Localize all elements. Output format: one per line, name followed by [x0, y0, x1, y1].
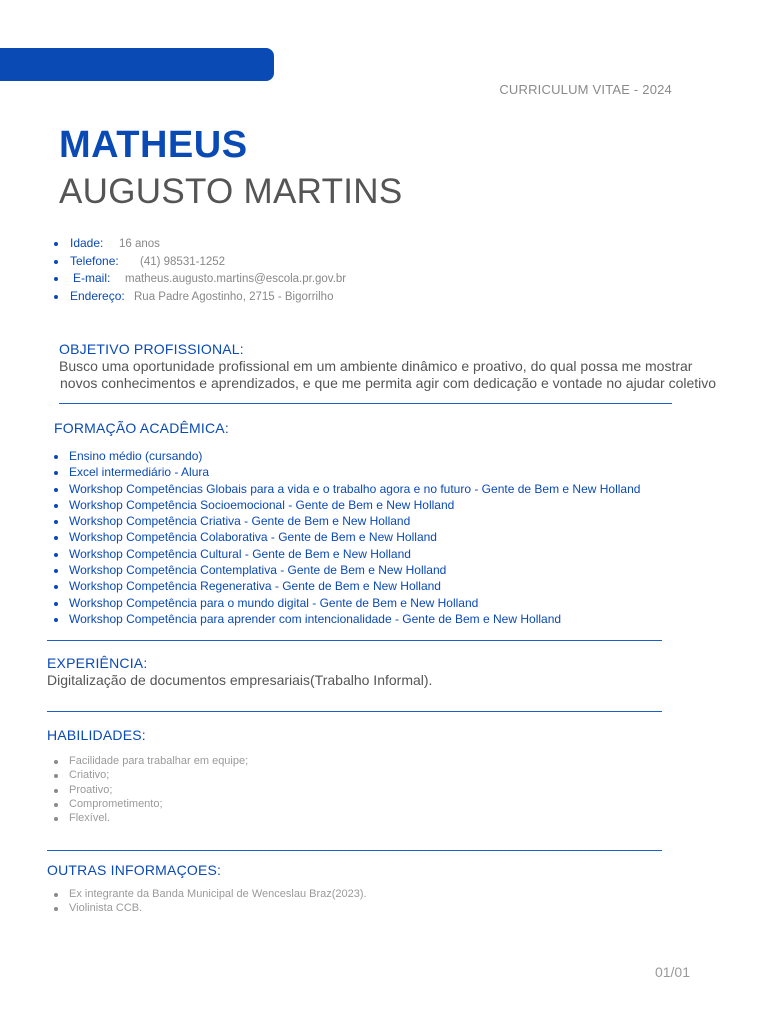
objective-title: OBJETIVO PROFISSIONAL: — [59, 341, 244, 357]
contact-value: matheus.augusto.martins@escola.pr.gov.br — [125, 273, 347, 285]
section-divider — [59, 403, 672, 404]
list-item: Ensino médio (cursando) — [52, 449, 640, 465]
contact-label: Idade: — [70, 236, 104, 250]
list-item: Criativo; — [52, 769, 248, 783]
experience-text: Digitalização de documentos empresariais(Trabalho Informal). — [47, 672, 433, 688]
section-divider — [47, 640, 662, 641]
section-divider — [47, 711, 662, 712]
experience-title: EXPERIÊNCIA: — [47, 655, 148, 671]
objective-line-2: novos conhecimentos e aprendizados, e que me permita agir com dedicação e vontade no ajudar coletivo — [60, 375, 717, 391]
cv-label: CURRICULUM VITAE - 2024 — [499, 82, 672, 97]
contact-label: Telefone: — [70, 253, 119, 268]
skills-list — [52, 755, 248, 826]
contact-list — [52, 236, 346, 306]
list-item: Workshop Competências Globais para a vida e o trabalho agora e no futuro - Gente de Bem e New Holland — [52, 482, 640, 498]
contact-label: E-mail: — [73, 271, 111, 285]
list-item: Workshop Competência Colaborativa - Gente de Bem e New Holland — [52, 530, 640, 546]
contact-value: 16 anos — [119, 238, 160, 250]
list-item: Proativo; — [52, 784, 248, 798]
contact-value: Rua Padre Agostinho, 2715 - Bigorrilho — [134, 290, 334, 303]
list-item: Workshop Competência Cultural - Gente de Bem e New Holland — [52, 547, 640, 563]
list-item: Workshop Competência Socioemocional - Gente de Bem e New Holland — [52, 498, 640, 514]
contact-email — [52, 271, 346, 289]
objective-line-1: Busco uma oportunidade profissional em um ambiente dinâmico e proativo, do qual possa me mostrar — [59, 358, 693, 374]
education-list — [52, 449, 640, 628]
list-item: Excel intermediário - Alura — [52, 465, 640, 481]
list-item: Comprometimento; — [52, 798, 248, 812]
header-accent-bar — [0, 48, 274, 81]
other-info-list — [52, 888, 367, 917]
page-number: 01/01 — [654, 964, 690, 980]
education-title: FORMAÇÃO ACADÊMICA: — [54, 420, 229, 436]
list-item: Violinista CCB. — [52, 902, 367, 916]
skills-title: HABILIDADES: — [47, 727, 146, 743]
section-divider — [47, 850, 662, 851]
contact-age — [52, 236, 346, 254]
first-name: MATHEUS — [59, 124, 248, 166]
other-info-title: OUTRAS INFORMAÇOES: — [47, 862, 222, 878]
contact-phone — [52, 254, 346, 272]
list-item: Ex integrante da Banda Municipal de Wenceslau Braz(2023). — [52, 888, 367, 902]
list-item: Facilidade para trabalhar em equipe; — [52, 755, 248, 769]
list-item: Workshop Competência Contemplativa - Gente de Bem e New Holland — [52, 563, 640, 579]
list-item: Flexível. — [52, 812, 248, 826]
list-item: Workshop Competência para o mundo digital - Gente de Bem e New Holland — [52, 596, 640, 612]
contact-value: (41) 98531-1252 — [140, 255, 226, 268]
list-item: Workshop Competência Regenerativa - Gente de Bem e New Holland — [52, 579, 640, 595]
last-name: AUGUSTO MARTINS — [59, 172, 403, 211]
contact-label: Endereço: — [70, 288, 125, 303]
contact-address — [52, 289, 346, 307]
list-item: Workshop Competência para aprender com intencionalidade - Gente de Bem e New Holland — [52, 612, 640, 628]
list-item: Workshop Competência Criativa - Gente de Bem e New Holland — [52, 514, 640, 530]
